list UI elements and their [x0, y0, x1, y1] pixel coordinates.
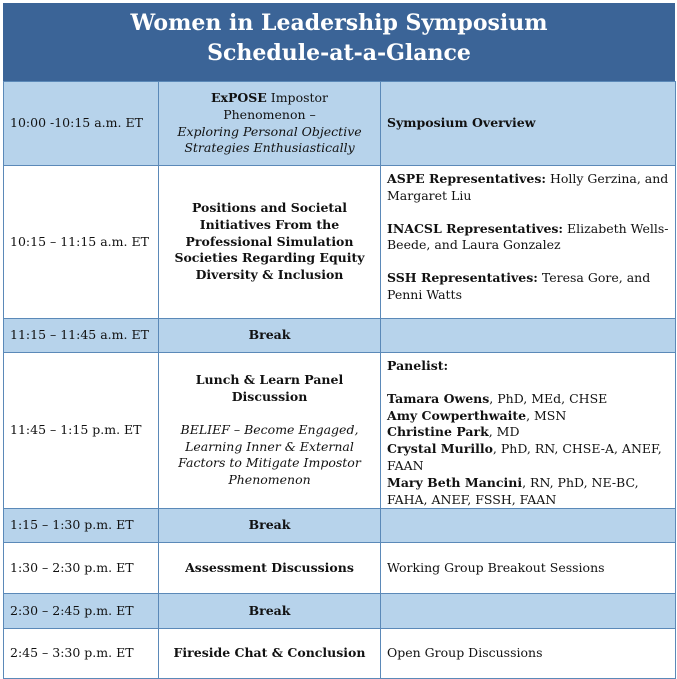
rep-names: Teresa Gore, and Penni Watts [387, 270, 651, 302]
panelist-creds: , MD [488, 424, 520, 440]
time-cell: 11:15 – 11:45 a.m. ET [4, 319, 159, 353]
panelist-creds: , PhD, RN, CHSE-A, ANEF, FAAN [387, 441, 662, 473]
schedule-header [3, 3, 675, 81]
session-title-rest: Impostor Phenomenon – [223, 89, 329, 122]
session-cell: Break [159, 594, 381, 629]
schedule-row [4, 509, 676, 543]
schedule-row [4, 319, 676, 353]
schedule-row [4, 166, 676, 319]
schedule-row [4, 594, 676, 629]
panelist-name: Crystal Murillo [387, 441, 493, 457]
schedule-subtitle: Schedule-at-a-Glance [207, 40, 471, 66]
panelist [387, 424, 669, 441]
panelist [387, 391, 669, 408]
time-cell: 2:45 – 3:30 p.m. ET [4, 629, 159, 679]
rep-entry [387, 171, 669, 205]
rep-entry [387, 270, 669, 304]
time-cell: 10:15 – 11:15 a.m. ET [4, 166, 159, 319]
session-cell: Break [159, 509, 381, 543]
panel-heading: Panelist: [387, 358, 449, 373]
panelist [387, 408, 669, 425]
panelist-name: Amy Cowperthwaite [387, 407, 527, 423]
session-subtitle: BELIEF – Become Engaged, Learning Inner & External Factors to Mitigate Impostor Phenomenon [178, 421, 361, 488]
detail-cell [381, 353, 676, 509]
rep-label: SSH Representatives: [387, 270, 538, 286]
schedule-table [3, 81, 676, 679]
time-cell: 10:00 -10:15 a.m. ET [4, 82, 159, 166]
rep-entry [387, 221, 669, 255]
schedule-row [4, 82, 676, 166]
session-title-bold: ExPOSE [210, 89, 267, 105]
time-cell: 1:30 – 2:30 p.m. ET [4, 543, 159, 594]
detail-cell [381, 319, 676, 353]
symposium-title: Women in Leadership Symposium [130, 10, 548, 36]
panelist-name: Christine Park [387, 424, 489, 440]
session-cell: Break [159, 319, 381, 353]
panelist-creds: , MSN [526, 407, 567, 423]
panelist-name: Mary Beth Mancini [387, 474, 523, 490]
schedule-row [4, 353, 676, 509]
session-title: Lunch & Learn Panel Discussion [195, 372, 344, 405]
detail-text: Symposium Overview [387, 115, 536, 131]
detail-cell [381, 82, 676, 166]
panelist-creds: , RN, PhD, NE-BC, FAHA, ANEF, FSSH, FAAN [387, 474, 639, 507]
detail-cell [381, 166, 676, 319]
time-cell: 2:30 – 2:45 p.m. ET [4, 594, 159, 629]
session-subtitle: Exploring Personal Objective Strategies Enthusiastically [177, 123, 362, 156]
schedule-document [3, 3, 675, 679]
session-cell: Positions and Societal Initiatives From the Professional Simulation Societies Regarding Equity Diversity & Inclusion [159, 166, 381, 319]
detail-cell: Open Group Discussions [381, 629, 676, 679]
rep-label: ASPE Representatives: [387, 171, 546, 186]
panelist [387, 475, 669, 509]
schedule-row [4, 543, 676, 594]
rep-label: INACSL Representatives: [387, 220, 564, 236]
session-cell: Assessment Discussions [159, 543, 381, 594]
schedule-row [4, 629, 676, 679]
session-cell: Fireside Chat & Conclusion [159, 629, 381, 679]
panelist [387, 441, 669, 475]
detail-cell [381, 509, 676, 543]
detail-cell: Working Group Breakout Sessions [381, 543, 676, 594]
time-cell: 1:15 – 1:30 p.m. ET [4, 509, 159, 543]
rep-names: Holly Gerzina, and Margaret Liu [387, 171, 669, 203]
panelist-name: Tamara Owens [387, 390, 490, 406]
detail-cell [381, 594, 676, 629]
time-cell: 11:45 – 1:15 p.m. ET [4, 353, 159, 509]
session-cell [159, 82, 381, 166]
session-cell [159, 353, 381, 509]
panelist-creds: , PhD, MEd, CHSE [489, 390, 608, 406]
rep-names: Elizabeth Wells-Beede, and Laura Gonzalez [387, 220, 669, 253]
